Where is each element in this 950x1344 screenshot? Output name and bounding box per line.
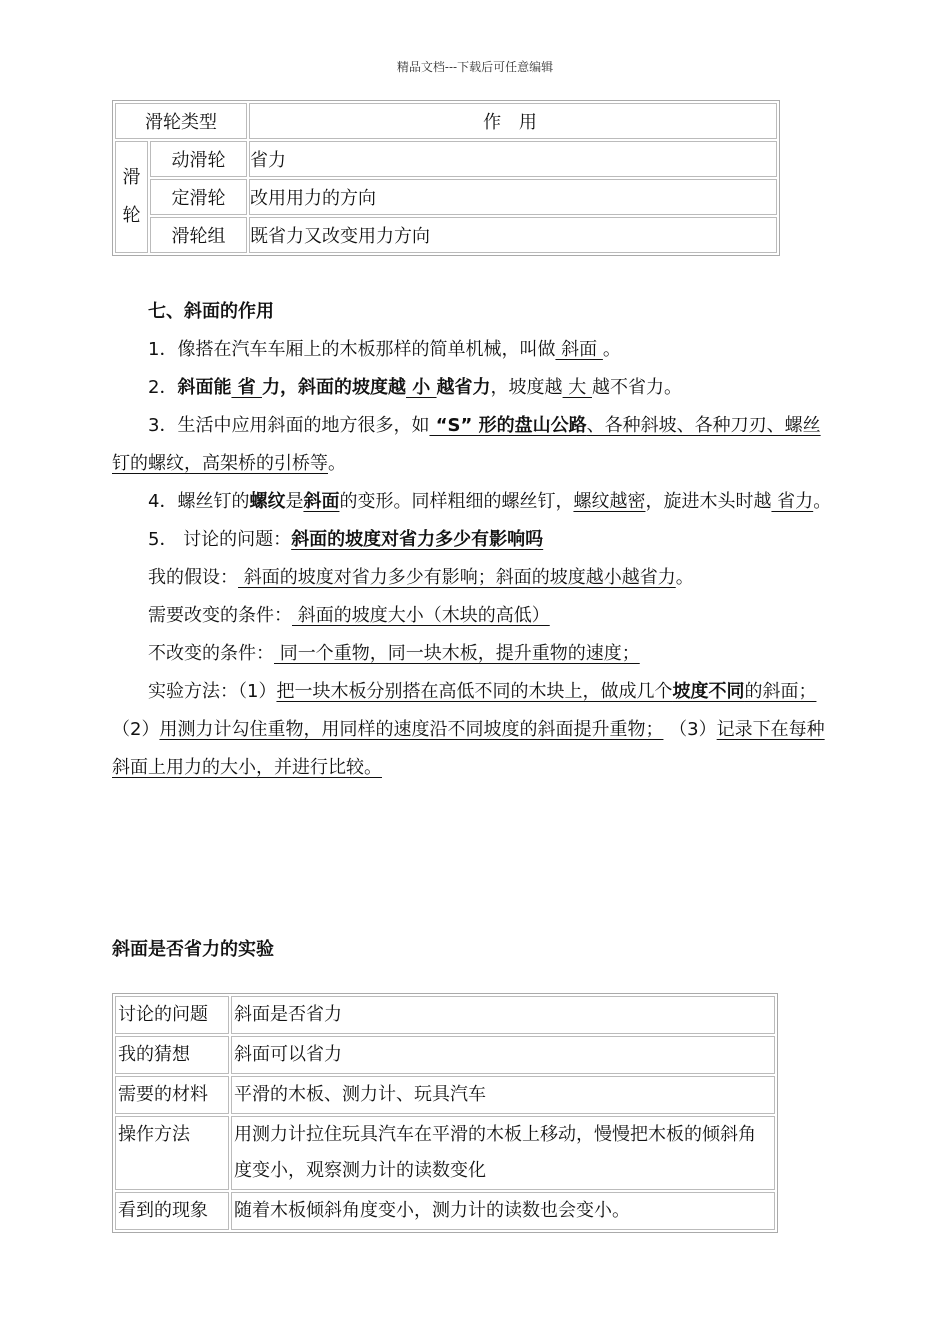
answer: 的斜面； xyxy=(744,681,817,702)
table-header-row xyxy=(115,103,777,139)
answer: 坡度不同 xyxy=(672,681,745,702)
pulley-use: 省力 xyxy=(249,141,777,177)
row-value: 用测力计拉住玩具汽车在平滑的木板上移动，慢慢把木板的倾斜角度变小，观察测力计的读数变化 xyxy=(231,1116,775,1190)
pulley-table xyxy=(112,100,780,256)
row-key: 我的猜想 xyxy=(115,1036,229,1074)
answer: “S” 形的盘山公路 xyxy=(429,415,587,436)
answer: 、各种斜坡、各种刀刃、螺丝钉的螺纹，高架桥的引桥等 xyxy=(112,415,821,474)
table-row xyxy=(115,1192,775,1230)
table-row xyxy=(115,1076,775,1114)
text: 。 xyxy=(813,491,832,512)
paragraph-1 xyxy=(112,331,832,369)
experiment-title: 斜面是否省力的实验 xyxy=(112,939,274,960)
table-row xyxy=(115,1116,775,1190)
answer: 斜面 xyxy=(555,339,603,360)
row-key: 需要的材料 xyxy=(115,1076,229,1114)
text: （3） xyxy=(663,719,717,740)
text: 。 xyxy=(328,453,346,474)
label: 我的假设： xyxy=(148,567,238,588)
header-use: 作 用 xyxy=(249,103,777,139)
table-row xyxy=(115,217,777,253)
text: 3．生活中应用斜面的地方很多，如 xyxy=(148,415,430,436)
text: 的变形。同样粗细的螺丝钉， xyxy=(339,491,574,512)
answer: 螺纹越密 xyxy=(573,491,646,512)
method xyxy=(112,673,832,787)
answer: 省 xyxy=(231,377,262,398)
row-key: 讨论的问题 xyxy=(115,996,229,1034)
text: 螺纹 xyxy=(249,491,286,512)
paragraph-2 xyxy=(112,369,832,407)
label: 需要改变的条件： xyxy=(148,605,292,626)
row-value: 平滑的木板、测力计、玩具汽车 xyxy=(231,1076,775,1114)
pulley-name: 动滑轮 xyxy=(150,141,247,177)
table-row xyxy=(115,179,777,215)
text: 4．螺丝钉的 xyxy=(148,491,250,512)
answer: 省力 xyxy=(771,491,814,512)
answer: 用测力计勾住重物，用同样的速度沿不同坡度的斜面提升重物； xyxy=(159,719,664,740)
keep-condition xyxy=(112,635,832,673)
experiment-table xyxy=(112,993,778,1233)
text: ，旋进木头时越 xyxy=(645,491,772,512)
pulley-use: 既省力又改变用力方向 xyxy=(249,217,777,253)
label: 实验方法：（1） xyxy=(148,681,277,702)
answer: 斜面的坡度对省力多少有影响；斜面的坡度越小越省力 xyxy=(238,567,676,588)
row-value: 随着木板倾斜角度变小，测力计的读数也会变小。 xyxy=(231,1192,775,1230)
text: （2） xyxy=(112,719,160,740)
answer: 斜面 xyxy=(303,491,340,512)
group-label xyxy=(115,141,148,253)
text: 斜面能 xyxy=(177,377,232,398)
row-value: 斜面可以省力 xyxy=(231,1036,775,1074)
answer: 同一个重物，同一块木板，提升重物的速度； xyxy=(274,643,640,664)
hypothesis xyxy=(112,559,832,597)
text: 越不省力。 xyxy=(592,377,682,398)
paragraph-5 xyxy=(112,521,832,559)
row-value: 斜面是否省力 xyxy=(231,996,775,1034)
text: 是 xyxy=(285,491,304,512)
page-header: 精品文档---下载后可任意编辑 xyxy=(396,60,554,74)
answer: 斜面的坡度对省力多少有影响吗 xyxy=(291,529,544,550)
text: 5． 讨论的问题： xyxy=(148,529,292,550)
paragraph-4 xyxy=(112,483,832,521)
table-row xyxy=(115,1036,775,1074)
table-row xyxy=(115,996,775,1034)
section-title: 七、斜面的作用 xyxy=(148,301,274,322)
paragraph-3 xyxy=(112,407,832,483)
text: 越省力 xyxy=(436,377,491,398)
text: 。 xyxy=(675,567,694,588)
pulley-name: 滑轮组 xyxy=(150,217,247,253)
change-condition xyxy=(112,597,832,635)
text: 力，斜面的坡度越 xyxy=(262,377,406,398)
text: ，坡度越 xyxy=(490,377,563,398)
table-row xyxy=(115,141,777,177)
header-type: 滑轮类型 xyxy=(115,103,247,139)
text: 2． xyxy=(148,377,178,398)
row-key: 看到的现象 xyxy=(115,1192,229,1230)
pulley-use: 改用用力的方向 xyxy=(249,179,777,215)
text: 。 xyxy=(602,339,621,360)
answer: 大 xyxy=(562,377,592,398)
answer: 小 xyxy=(406,377,437,398)
answer: 斜面的坡度大小（木块的高低） xyxy=(292,605,550,626)
row-key: 操作方法 xyxy=(115,1116,229,1190)
group-label-text: 滑轮 xyxy=(122,167,141,226)
answer: 把一块木板分别搭在高低不同的木块上，做成几个 xyxy=(276,681,673,702)
answer: 记录下在每种斜面上用力的大小，并进行比较。 xyxy=(112,719,825,778)
section-7 xyxy=(112,293,832,787)
label: 不改变的条件： xyxy=(148,643,274,664)
pulley-name: 定滑轮 xyxy=(150,179,247,215)
text: 1．像搭在汽车车厢上的木板那样的简单机械，叫做 xyxy=(148,339,556,360)
